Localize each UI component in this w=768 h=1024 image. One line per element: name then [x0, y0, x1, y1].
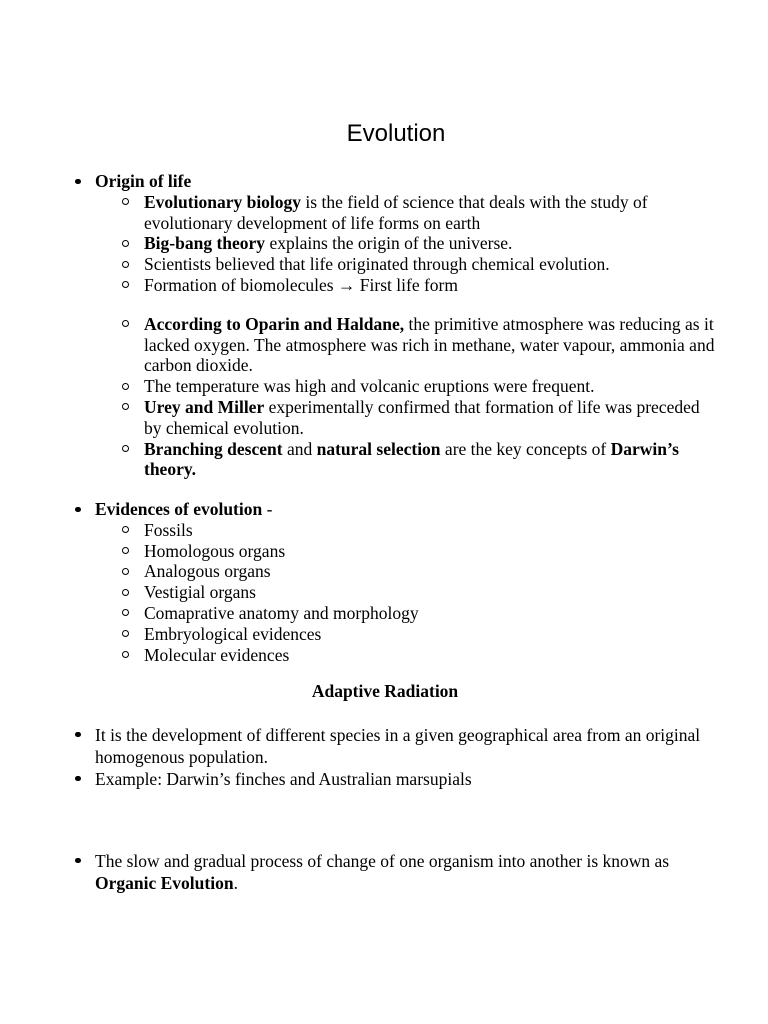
list-item: [95, 439, 720, 481]
list-item: Homologous organs: [95, 541, 720, 562]
list-item: [95, 233, 720, 254]
item-text: Formation of biomolecules → First life form: [144, 274, 458, 295]
term: Darwin’s theory.: [144, 438, 679, 480]
list-item: It is the development of different species in a given geographical area from an original homogenous population.: [0, 724, 728, 768]
item-text: are the key concepts of: [440, 438, 611, 459]
item-text: explains the origin of the universe.: [265, 233, 513, 254]
item-text: and: [282, 438, 317, 459]
origin-section: [0, 171, 720, 480]
list-item: [95, 397, 720, 439]
list-item: Comaprative anatomy and morphology: [95, 603, 720, 624]
item-text: the primitive atmosphere was reducing as it lacked oxygen. The atmosphere was rich in methane, water vapour, ammonia and carbon dioxide.: [144, 313, 715, 376]
term: Evolutionary biology: [144, 191, 302, 212]
evidences-section: [0, 499, 720, 665]
evidences-heading: Evidences of evolution: [95, 499, 263, 519]
term: Branching descent: [144, 438, 283, 459]
term: Urey and Miller: [144, 396, 265, 417]
item-text: The temperature was high and volcanic eruptions were frequent.: [144, 376, 595, 397]
list-item: Fossils: [95, 520, 720, 541]
list-item: [95, 254, 720, 275]
term: According to Oparin and Haldane,: [144, 313, 405, 334]
heading-suffix: -: [262, 499, 273, 519]
adaptive-heading: Adaptive Radiation: [311, 681, 459, 701]
list-item: [0, 499, 720, 665]
page-title: Evolution: [346, 120, 446, 147]
list-item: [95, 376, 720, 397]
list-item: [95, 275, 720, 296]
item-text: is the field of science that deals with the study of evolutionary development of life forms on earth: [144, 191, 648, 233]
term: natural selection: [316, 438, 441, 459]
item-text: Scientists believed that life originated through chemical evolution.: [144, 254, 610, 275]
item-text: experimentally confirmed that formation of life was preceded by chemical evolution.: [144, 396, 700, 438]
list-item: [0, 850, 728, 894]
origin-heading: Origin of life: [95, 171, 192, 191]
list-item: Vestigial organs: [95, 582, 720, 603]
organic-section: [0, 850, 728, 894]
list-item: [95, 192, 720, 234]
adaptive-section: [0, 724, 728, 790]
term: Big-bang theory: [144, 233, 266, 254]
list-item: Embryological evidences: [95, 624, 720, 645]
list-item: Analogous organs: [95, 561, 720, 582]
list-item: [0, 171, 720, 480]
item-text: .: [233, 873, 238, 893]
list-item: Molecular evidences: [95, 645, 720, 666]
term: Organic Evolution: [95, 873, 234, 893]
list-item: Example: Darwin’s finches and Australian marsupials: [0, 768, 728, 790]
list-item: [95, 314, 720, 376]
item-text: The slow and gradual process of change of one organism into another is known as: [95, 851, 670, 871]
